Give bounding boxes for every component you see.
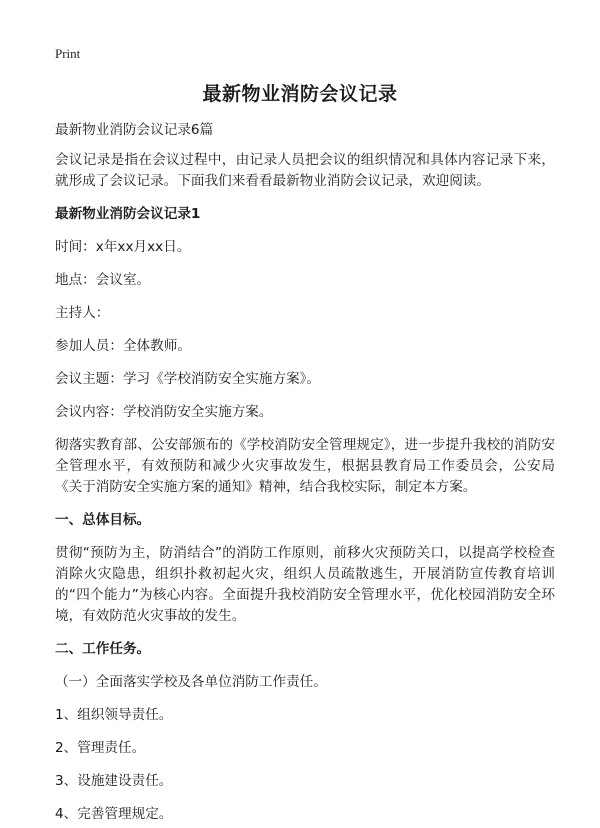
print-link[interactable]: Print bbox=[55, 46, 81, 61]
meta-content: 会议内容：学校消防安全实施方案。 bbox=[55, 404, 273, 420]
page-title: 最新物业消防会议记录 bbox=[202, 83, 398, 105]
meta-time: 时间：x年xx月xx日。 bbox=[55, 239, 191, 255]
section-title: 最新物业消防会议记录1 bbox=[55, 206, 201, 222]
goal-paragraph: 贯彻“预防为主，防消结合”的消防工作原则，前移火灾预防关口，以提高学校检查消除火灾隐患，组织扑救初起火灾，组织人员疏散逃生，开展消防宣传教育培训的“四个能力”为核心内容。全面提升我校消防安全管理水平，优化校园消防安全环境，有效防范火灾事故的发生。 bbox=[55, 545, 555, 624]
heading-overall-goal: 一、总体目标。 bbox=[55, 512, 151, 528]
meta-attendees: 参加人员：全体教师。 bbox=[55, 338, 191, 354]
list-item: 3、设施建设责任。 bbox=[55, 773, 173, 789]
meta-host: 主持人： bbox=[55, 305, 110, 321]
meta-theme: 会议主题：学习《学校消防安全实施方案》。 bbox=[55, 371, 321, 387]
implement-paragraph: 彻落实教育部、公安部颁布的《学校消防安全管理规定》，进一步提升我校的消防安全管理水平，有效预防和减少火灾事故发生，根据县教育局工作委员会，公安局《关于消防安全实施方案的通知》精神，结合我校实际，制定本方案。 bbox=[55, 437, 555, 495]
intro-paragraph: 会议记录是指在会议过程中，由记录人员把会议的组织情况和具体内容记录下来，就形成了会议记录。下面我们来看看最新物业消防会议记录，欢迎阅读。 bbox=[55, 152, 555, 189]
list-item: 1、组织领导责任。 bbox=[55, 707, 173, 723]
subtitle: 最新物业消防会议记录6篇 bbox=[55, 122, 214, 138]
meta-place: 地点：会议室。 bbox=[55, 272, 151, 288]
task-item: （一）全面落实学校及各单位消防工作责任。 bbox=[55, 674, 327, 690]
list-item: 2、管理责任。 bbox=[55, 740, 146, 756]
heading-work-tasks: 二、工作任务。 bbox=[55, 641, 151, 657]
document-body bbox=[55, 120, 555, 825]
list-item: 4、完善管理规定。 bbox=[55, 806, 173, 822]
